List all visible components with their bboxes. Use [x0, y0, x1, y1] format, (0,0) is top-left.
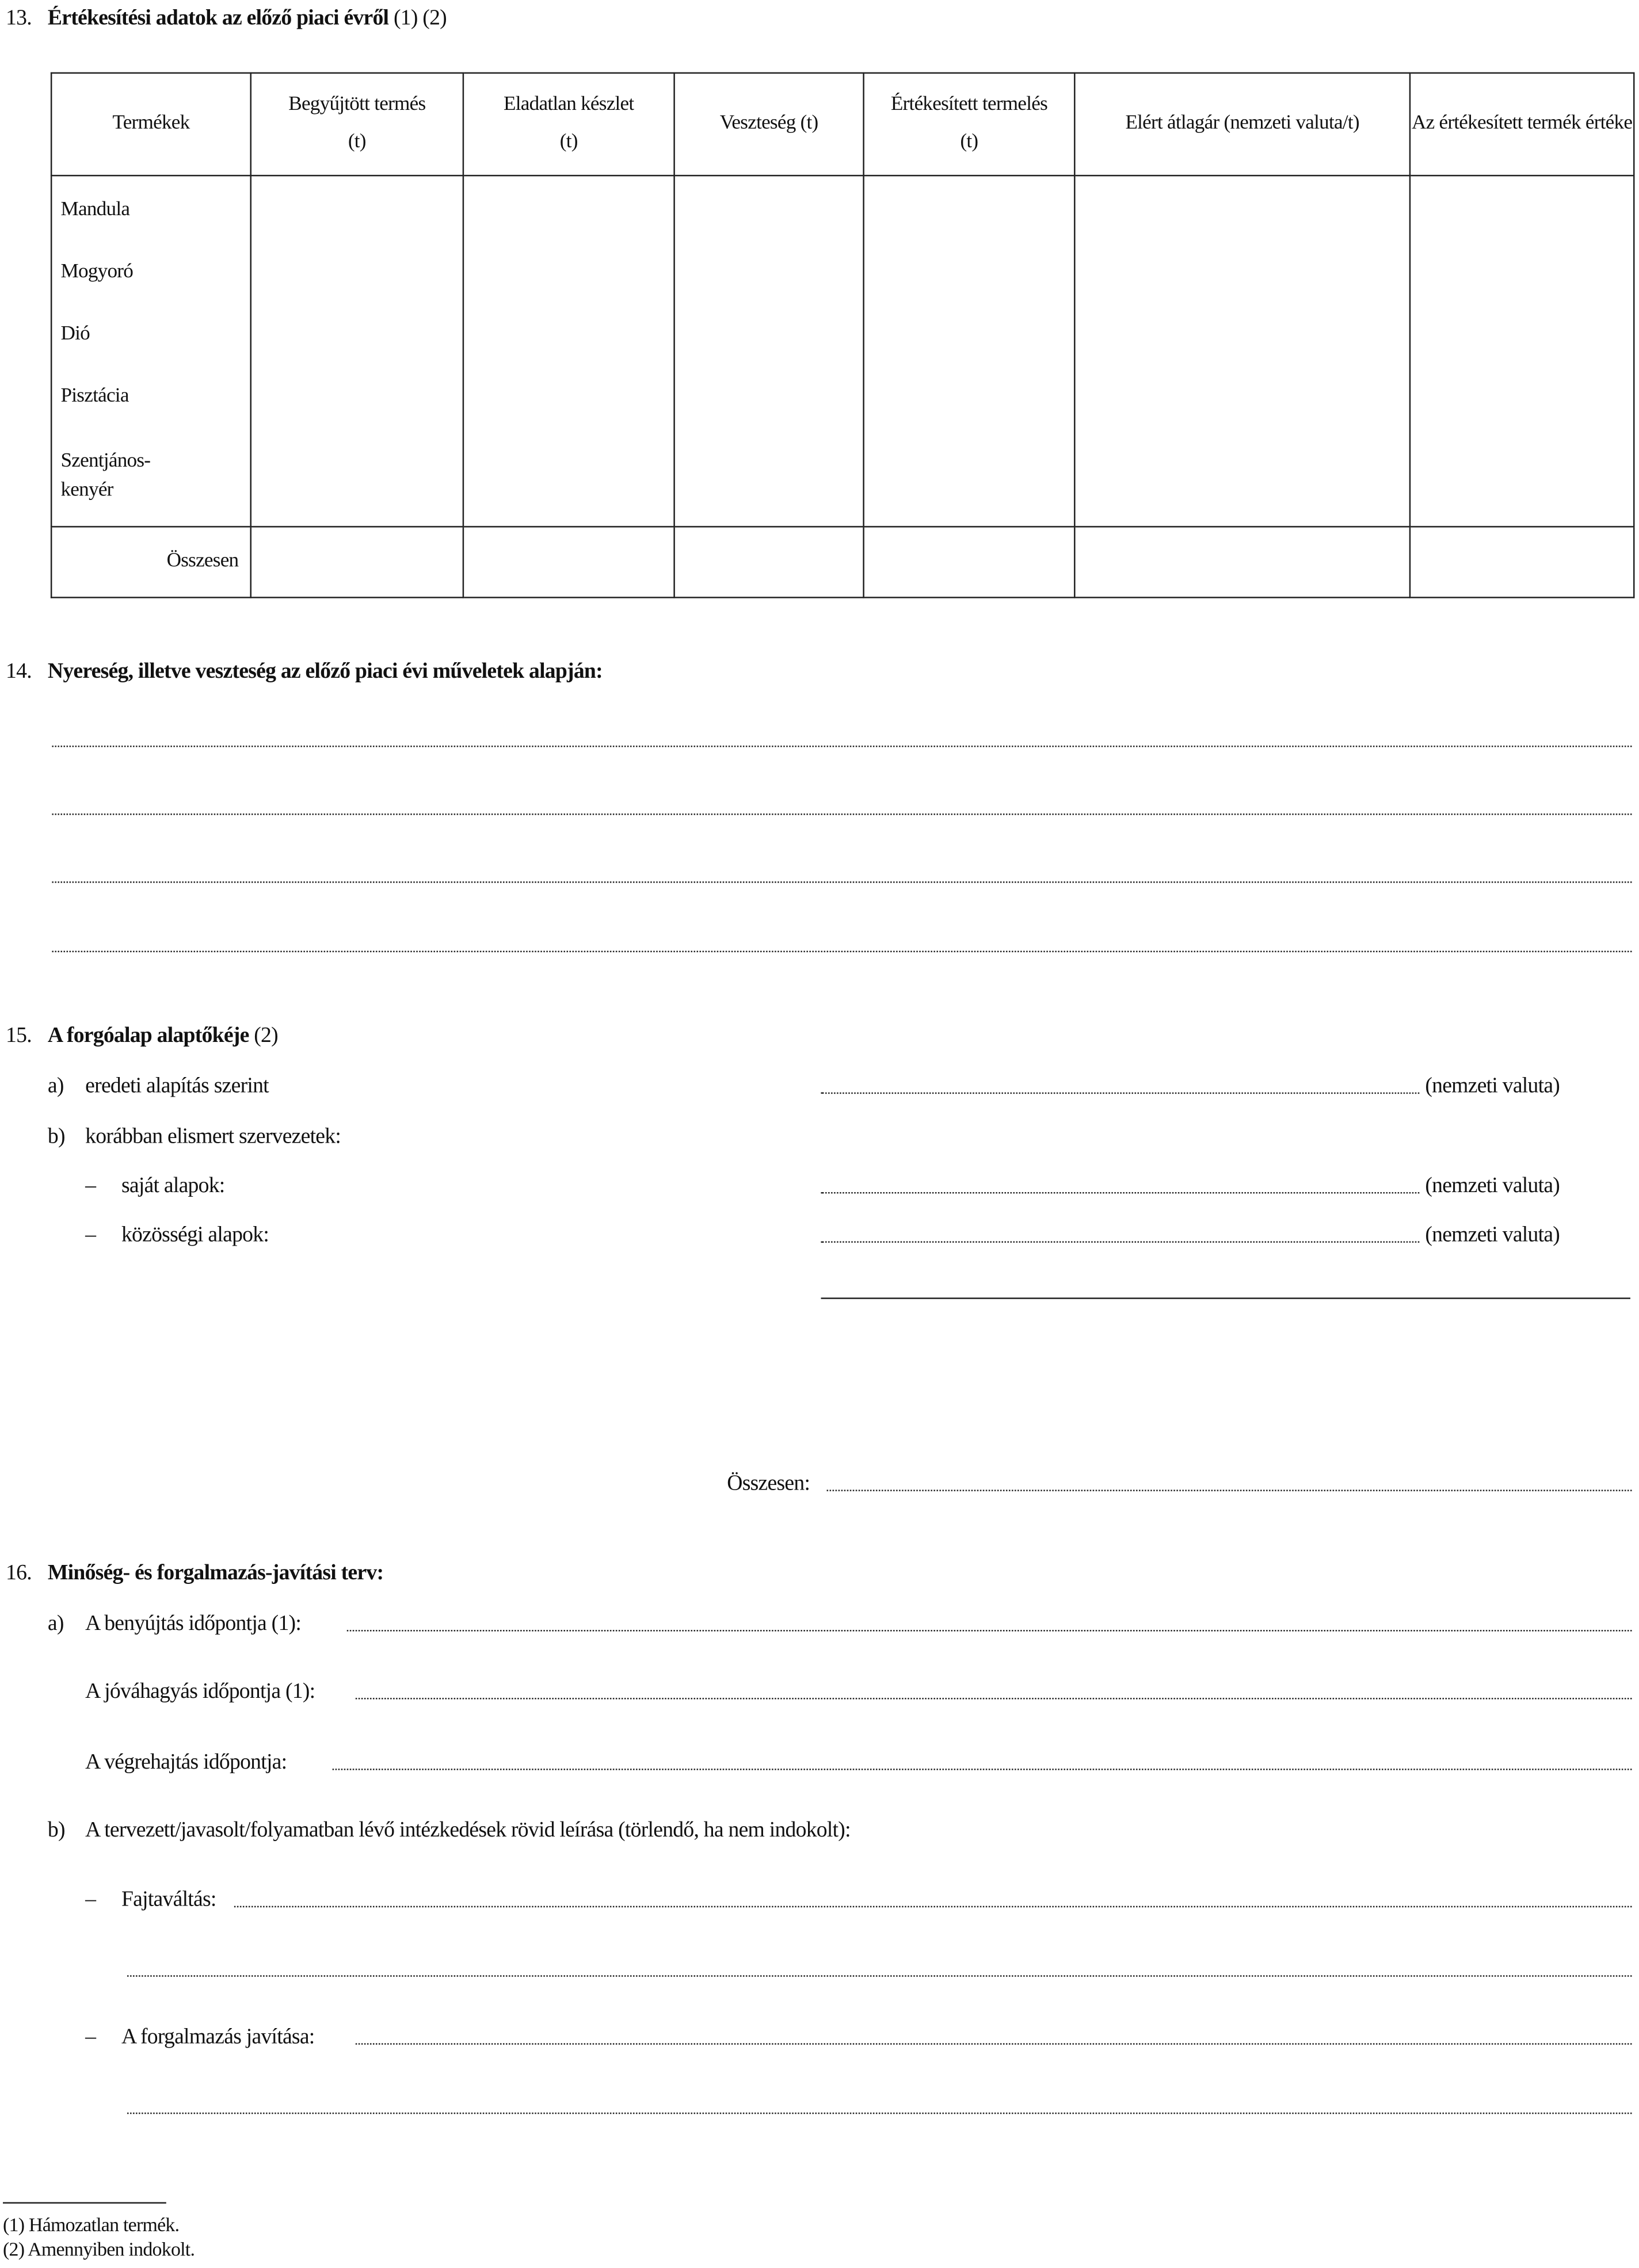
sales-table	[51, 72, 1635, 598]
submission-date-field[interactable]	[347, 1630, 1632, 1632]
section-13-number: 13.	[6, 7, 32, 30]
table-row	[51, 175, 1634, 526]
header-avg-price: Elért átlagár (nemzeti valuta/t)	[1074, 73, 1410, 175]
product-carob-2: kenyér	[60, 479, 113, 502]
currency-label: (nemzeti valuta)	[1425, 1174, 1560, 1198]
answer-line[interactable]	[52, 746, 1632, 747]
header-loss: Veszteség (t)	[674, 73, 864, 175]
section-15-title	[48, 1023, 278, 1049]
currency-label: (nemzeti valuta)	[1425, 1075, 1560, 1098]
execution-date-label: A végrehajtás időpontja:	[85, 1751, 287, 1775]
submission-date-label: A benyújtás időpontja (1):	[85, 1612, 302, 1636]
header-harvest-unit: (t)	[348, 131, 366, 154]
cell-input[interactable]	[864, 175, 1075, 526]
section-13-refs: (1) (2)	[393, 7, 447, 30]
section-15-ref: (2)	[254, 1024, 278, 1048]
cell-input[interactable]	[864, 526, 1075, 597]
community-funds-label: közösségi alapok:	[121, 1224, 269, 1247]
answer-line[interactable]	[52, 814, 1632, 815]
approval-date-label: A jóváhagyás időpontja (1):	[85, 1680, 315, 1704]
cell-input[interactable]	[674, 526, 864, 597]
product-carob-1: Szentjános-	[60, 450, 151, 473]
recognised-orgs-label: korábban elismert szervezetek:	[85, 1125, 341, 1149]
footnote-rule	[3, 2202, 166, 2204]
product-pistachio: Pisztácia	[60, 385, 129, 408]
header-value: Az értékesített termék értéke	[1410, 73, 1634, 175]
section-14-title: Nyereség, illetve veszteség az előző piaci évi műveletek alapján:	[47, 660, 603, 684]
section-16-title: Minőség- és forgalmazás-javítási terv:	[47, 1561, 384, 1586]
dash: –	[85, 1174, 96, 1198]
cell-input[interactable]	[463, 175, 674, 526]
section-14-number: 14.	[6, 660, 32, 684]
footnote-1: (1) Hámozatlan termék.	[3, 2213, 180, 2236]
cell-input[interactable]	[1074, 526, 1410, 597]
section-13-title-text: Értékesítési adatok az előző piaci évről	[47, 7, 389, 30]
dash: –	[85, 1224, 96, 1247]
variety-change-label: Fajtaváltás:	[121, 1888, 216, 1912]
item-b-mark: b)	[47, 1125, 65, 1149]
cell-input[interactable]	[463, 526, 674, 597]
marketing-improvement-label: A forgalmazás javítása:	[121, 2026, 315, 2049]
execution-date-field[interactable]	[333, 1769, 1632, 1770]
section-16-number: 16.	[6, 1561, 32, 1586]
product-carob	[60, 433, 250, 506]
currency-label: (nemzeti valuta)	[1425, 1224, 1560, 1247]
total-row	[51, 526, 1634, 597]
original-founding-field[interactable]	[821, 1093, 1420, 1094]
header-sold-unit: (t)	[960, 131, 978, 154]
cell-input[interactable]	[1074, 175, 1410, 526]
variety-change-field[interactable]	[234, 1906, 1632, 1908]
header-unsold-unit: (t)	[559, 131, 578, 154]
approval-date-field[interactable]	[356, 1698, 1632, 1700]
header-sold-label: Értékesített termelés	[890, 94, 1048, 116]
capital-total-field[interactable]	[827, 1490, 1632, 1491]
marketing-improvement-field-2[interactable]	[127, 2113, 1632, 2114]
dash: –	[85, 2026, 96, 2049]
cell-input[interactable]	[674, 175, 864, 526]
section-13-title	[48, 6, 447, 32]
measures-label: A tervezett/javasolt/folyamatban lévő intézkedések rövid leírása (törlendő, ha nem indokolt):	[85, 1819, 851, 1843]
own-funds-field[interactable]	[821, 1192, 1420, 1194]
own-funds-label: saját alapok:	[121, 1174, 225, 1198]
answer-line[interactable]	[52, 951, 1632, 953]
cell-input[interactable]	[1410, 175, 1634, 526]
item-b-mark: b)	[47, 1819, 65, 1843]
item-a-mark: a)	[47, 1612, 64, 1636]
marketing-improvement-field[interactable]	[356, 2043, 1632, 2045]
variety-change-field-2[interactable]	[127, 1975, 1632, 1977]
sum-rule	[821, 1297, 1630, 1299]
header-unsold-label: Eladatlan készlet	[504, 94, 634, 116]
total-label: Összesen	[51, 526, 251, 597]
header-sold-production	[864, 73, 1075, 175]
answer-line[interactable]	[52, 881, 1632, 883]
footnote-2: (2) Amennyiben indokolt.	[3, 2238, 195, 2260]
capital-total-label: Összesen:	[727, 1472, 810, 1496]
header-unsold-stock	[463, 73, 674, 175]
section-15-title-text: A forgóalap alaptőkéje	[47, 1024, 249, 1048]
header-harvest	[251, 73, 463, 175]
product-walnut: Dió	[60, 323, 90, 346]
original-founding-label: eredeti alapítás szerint	[85, 1075, 269, 1098]
header-products: Termékek	[51, 73, 251, 175]
item-a-mark: a)	[47, 1075, 64, 1098]
products-cell	[51, 175, 251, 526]
header-harvest-label: Begyűjtött termés	[288, 94, 426, 116]
cell-input[interactable]	[1410, 526, 1634, 597]
product-hazelnut: Mogyoró	[60, 261, 134, 284]
dash: –	[85, 1888, 96, 1912]
product-almond: Mandula	[60, 199, 130, 222]
community-funds-field[interactable]	[821, 1241, 1420, 1243]
section-15-number: 15.	[6, 1024, 32, 1048]
cell-input[interactable]	[251, 175, 463, 526]
cell-input[interactable]	[251, 526, 463, 597]
table-header-row	[51, 73, 1634, 175]
